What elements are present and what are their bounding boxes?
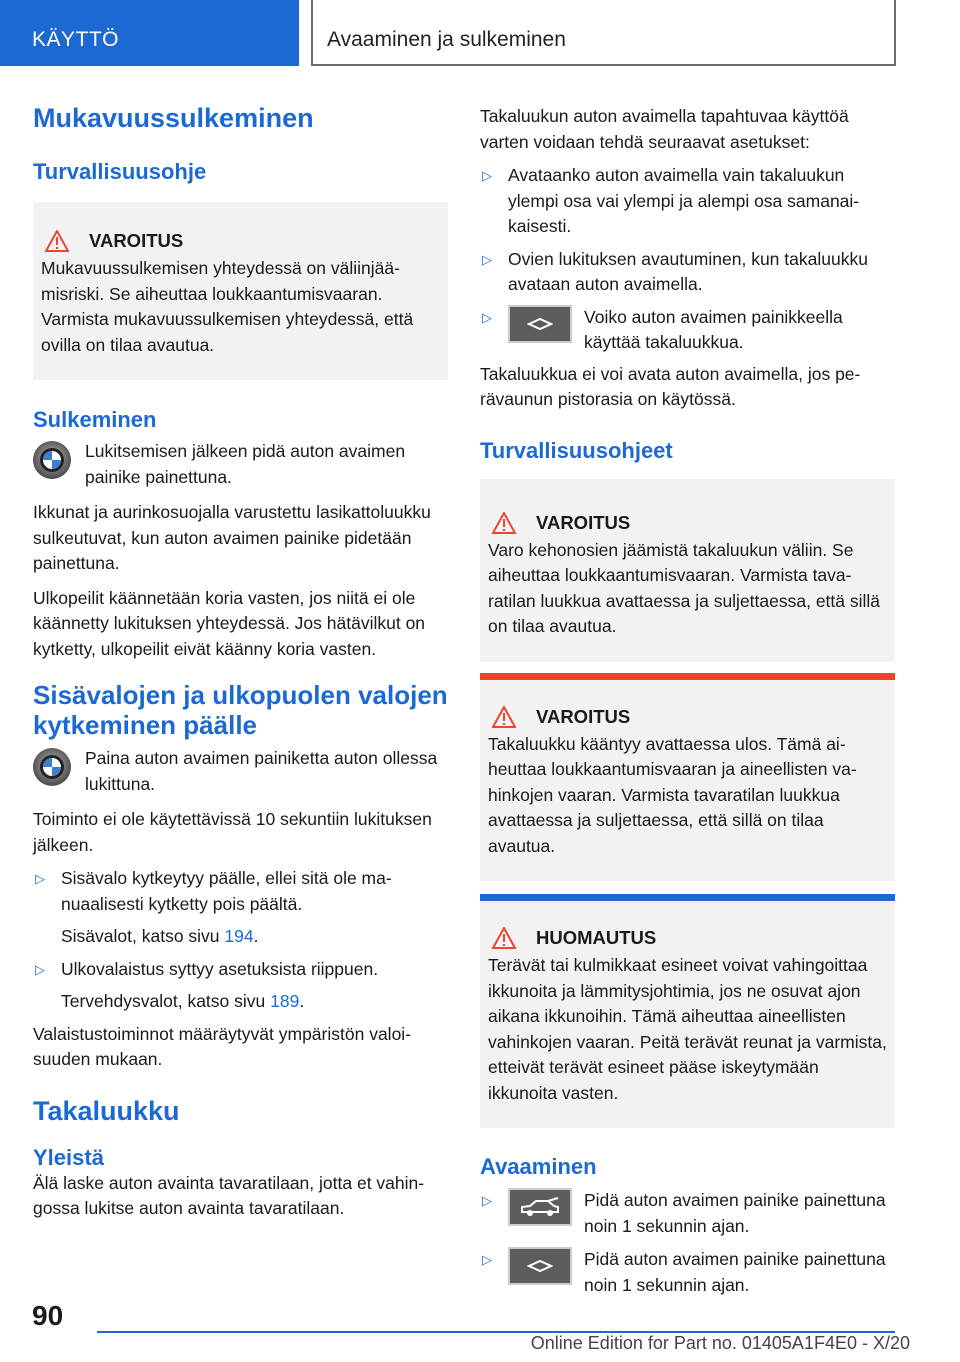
left-column [33,96,448,1222]
opening-list [480,1188,895,1298]
warning-label: VAROITUS [89,230,184,251]
closing-instruction [33,439,448,490]
lights-heading: Sisävalojen ja ulkopuolen valojen kytkeminen päälle [33,680,448,740]
trunk-settings-list [480,163,895,356]
trunk-intro: Takaluukun auton avaimella tapahtuvaa käyttöä varten voidaan tehdä seuraavat asetukset: [480,106,849,152]
bullet-triangle-icon: ▷ [482,251,492,267]
bullet-triangle-icon: ▷ [482,1193,492,1208]
key-fob-icon [33,748,71,786]
notice-title [488,927,887,949]
bullet-triangle-icon: ▷ [482,168,492,183]
warning-text: Mukavuussulkemisen yhteydessä on väliinjäämisriski. Se aiheuttaa loukkaantumisvaaran. Varmista mukavuussulkemisen yhteydessä, että ovilla on tilaa avautua. [41,258,414,355]
closing-instruction-text: Lukitsemisen jälkeen pidä auton avaimen painike painettuna. [85,441,406,487]
closing-paragraph-1: Ikkunat ja aurinkosuojalla varustettu lasikattoluukku sulkeutuvat, kun auton avaimen painike pidetään painettuna. [33,502,431,573]
footer-edition: Online Edition for Part no. 01405A1F4E0 - X/20 [530,1333,910,1353]
notice-box [480,894,895,1128]
warning-title [41,230,440,252]
list-item: ▷ Pidä auton avaimen painike painettuna noin 1 sekunnin ajan. [482,1249,886,1295]
warning-triangle-icon [45,230,69,252]
trailer-paragraph: Takaluukkua ei voi avata auton avaimella, jos perävaunun pistorasia on käytössä. [480,363,861,409]
warning-text: Varo kehonosien jäämistä takaluukun väliin. Se aiheuttaa loukkaantumisvaaran. Varmista tavaratilan luukkua avattaessa ja suljettaessa, että sillä on tilaa avautua. [488,539,881,636]
lights-paragraph-2: Valaistustoiminnot määräytyvät ympäristön valoisuuden mukaan. [33,1023,412,1069]
warning-box [480,673,895,882]
bullet-triangle-icon: ▷ [482,309,492,325]
closing-heading: Sulkeminen [33,407,157,432]
trunk-button-icon [508,1247,572,1285]
closing-paragraph-2: Ulkopeilit käännetään koria vasten, jos niitä ei ole käännetty lukituksen yhteydessä. Jos hätävilkut on kytketty, ulkopeilit eivät käänny koria vasten. [33,587,426,659]
cross-reference: Sisävalot, katso sivu 194. [61,926,259,946]
trunk-button-icon [508,305,572,343]
bullet-triangle-icon: ▷ [35,961,45,977]
right-column [480,96,895,1298]
list-item: ▷ Pidä auton avaimen painike painettuna noin 1 sekunnin ajan. [482,1190,886,1236]
general-paragraph: Älä laske auton avainta tavaratilaan, jotta et vahingossa lukitse auton avainta tavaratilaan. [33,1172,425,1218]
lights-instruction-text: Paina auton avaimen painiketta auton ollessa lukittuna. [85,748,438,794]
bullet-triangle-icon: ▷ [35,871,45,886]
list-item: ▷ Avataanko auton avaimella vain takaluukun ylempi osa vai ylempi ja alempi osa samanaikaisesti. [482,165,860,236]
warning-label: VAROITUS [536,705,631,727]
lights-instruction [33,746,448,797]
page-link[interactable]: 189 [270,991,300,1011]
trunk-heading: Takaluukku [33,1095,180,1126]
list-item: ▷ Voiko auton avaimen painikkeella käyttää takaluukkua. [482,306,843,352]
warning-triangle-icon [492,706,516,728]
warning-triangle-icon [492,512,516,534]
warning-box [33,202,448,380]
bullet-triangle-icon: ▷ [482,1252,492,1267]
notice-text: Terävät tai kulmikkaat esineet voivat vahingoittaa ikkunoita ja lämmitysjohtimia, jos ne osuvat ajon aikana ikkunoihin. Tämä aiheuttaa aineellisten vahinkojen vaaran. Peitä terävät reunat ja varmista, etteivät terävät esineet pääse iskeytymään ikkunoita vasten. [488,955,887,1103]
warning-text: Takaluukku kääntyy avattaessa ulos. Tämä aiheuttaa loukkaantumisvaaran ja aineellisten vahinkojen vaaran. Varmista tavaratilan luukkua avattaessa ja suljettaessa, että sillä on tilaa avautua. [488,733,857,856]
page-link[interactable]: 194 [224,926,254,946]
warning-box [480,479,895,662]
safety-notes-heading: Turvallisuusohjeet [480,437,673,463]
warning-title [488,512,887,534]
list-item: ▷ Ovien lukituksen avautuminen, kun takaluukku avataan auton avaimella. [482,248,868,294]
list-item: ▷ Sisävalo kytkeytyy päälle, ellei sitä ole manuaalisesti kytketty pois päältä. [35,868,392,914]
page-title: Mukavuussulkeminen [33,103,314,133]
chapter-title: Avaaminen ja sulkeminen [311,0,896,66]
warning-title [488,706,887,728]
general-heading: Yleistä [33,1144,104,1170]
opening-heading: Avaaminen [480,1154,597,1179]
lights-paragraph-1: Toiminto ei ole käytettävissä 10 sekuntiin lukituksen jälkeen. [33,809,432,855]
list-item: ▷ Ulkovalaistus syttyy asetuksista riippuen. [33,957,448,983]
cross-reference: Tervehdysvalot, katso sivu 189. [61,991,305,1011]
warning-label: VAROITUS [536,511,631,533]
notice-label: HUOMAUTUS [536,927,657,948]
section-tab: KÄYTTÖ [0,0,299,66]
page-number: 90 [32,1300,64,1331]
key-fob-icon [33,441,71,479]
safety-heading: Turvallisuusohje [33,159,207,184]
warning-triangle-icon [492,927,516,949]
lights-list [33,866,448,917]
car-tailgate-icon [508,1188,572,1226]
lights-list-2 [33,957,448,983]
